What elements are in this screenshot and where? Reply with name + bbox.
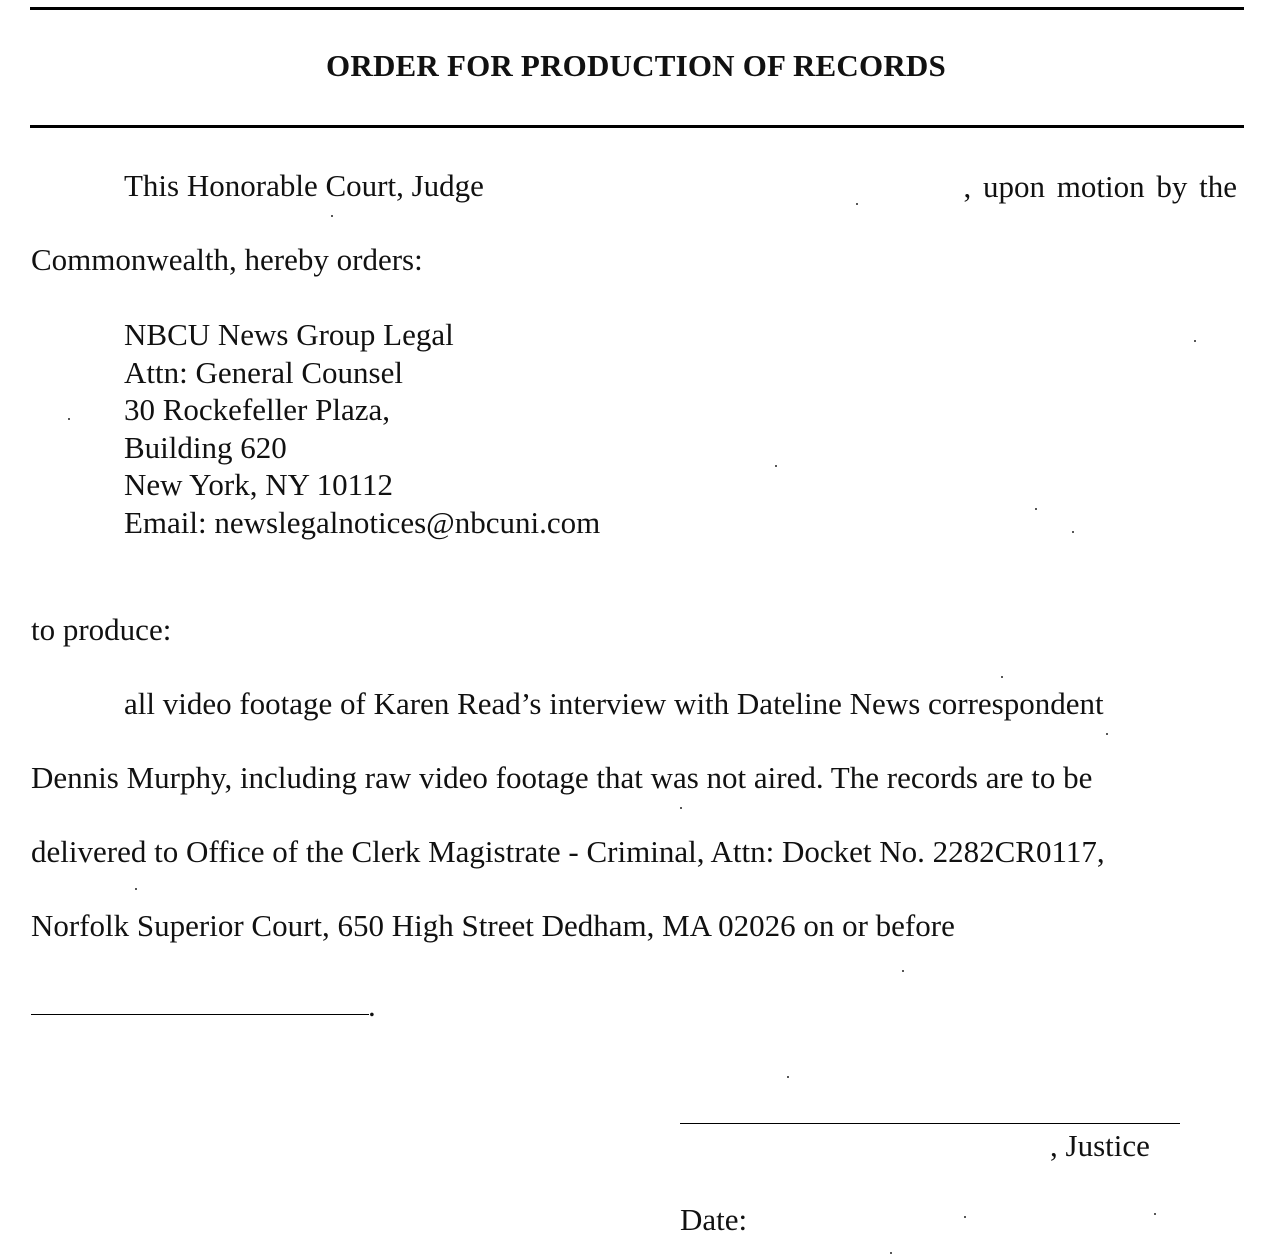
scan-speck [787, 1076, 789, 1078]
top-rule [30, 7, 1244, 10]
recipient-address [124, 316, 600, 541]
scan-speck [856, 203, 858, 205]
scan-speck [1154, 1213, 1156, 1215]
scan-speck [680, 807, 682, 809]
deadline-blank-line [31, 1014, 369, 1015]
recipient-attn: Attn: General Counsel [124, 354, 403, 390]
recipient-name: NBCU News Group Legal [124, 317, 454, 352]
header-rule [30, 125, 1244, 128]
signature-label: , Justice [1050, 1128, 1150, 1163]
intro-text: This Honorable Court, Judge [124, 168, 484, 203]
page-title: ORDER FOR PRODUCTION OF RECORDS [326, 48, 946, 83]
deadline-period: . [368, 988, 376, 1023]
body-line: delivered to Office of the Clerk Magistrate - Criminal, Attn: Docket No. 2282CR0117, [31, 834, 1105, 869]
scan-speck [1072, 531, 1074, 533]
body-line: Dennis Murphy, including raw video footage that was not aired. The records are to be [31, 760, 1093, 795]
date-label: Date: [680, 1202, 748, 1237]
to-produce-label: to produce: [31, 612, 172, 647]
body-line: Norfolk Superior Court, 650 High Street Dedham, MA 02026 on or before [31, 908, 955, 943]
scan-speck [1001, 676, 1003, 678]
recipient-email: Email: newslegalnotices@nbcuni.com [124, 504, 601, 540]
scan-speck [1194, 340, 1196, 342]
signature-line [680, 1123, 1180, 1124]
body-line: all video footage of Karen Read’s interview with Dateline News correspondent [124, 686, 1104, 721]
recipient-street: 30 Rockefeller Plaza, [124, 392, 390, 427]
scan-speck [68, 418, 70, 420]
intro-line-2: Commonwealth, hereby orders: [31, 242, 423, 277]
scan-speck [1035, 508, 1037, 510]
recipient-city: New York, NY 10112 [124, 467, 393, 502]
intro-text-continued: , upon motion by the [963, 169, 1237, 204]
scan-speck [964, 1216, 966, 1218]
scan-speck [902, 970, 904, 972]
scan-speck [135, 888, 137, 890]
scan-speck [775, 465, 777, 467]
scan-speck [890, 1252, 892, 1254]
scan-speck [1106, 733, 1108, 735]
scan-speck [331, 215, 333, 217]
recipient-building: Building 620 [124, 429, 287, 465]
